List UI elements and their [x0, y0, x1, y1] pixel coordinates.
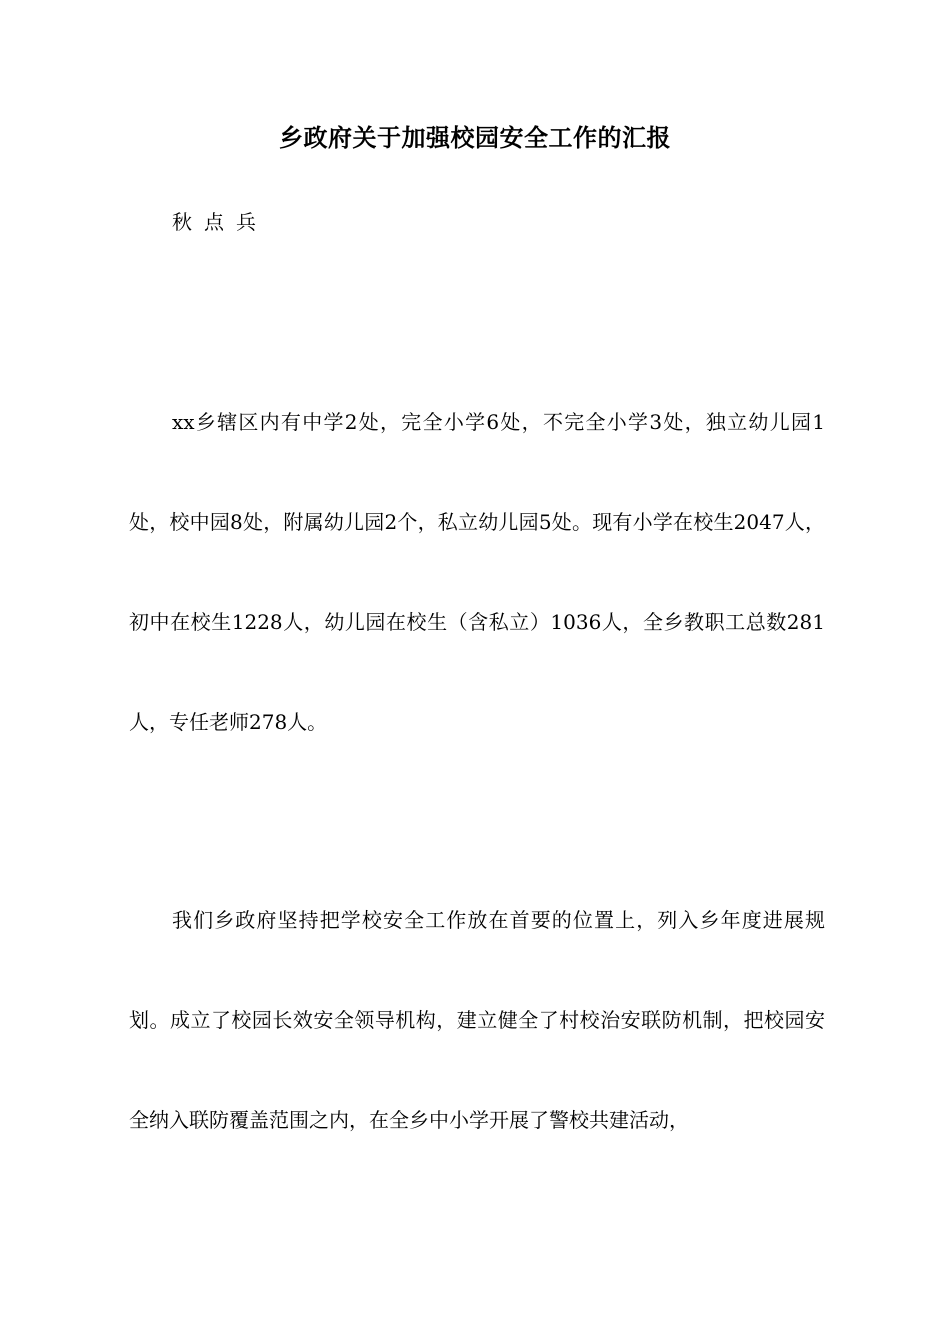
- paragraph-safety-measures: 我们乡政府坚持把学校安全工作放在首要的位置上，列入乡年度进展规划。成立了校园长效安全领导机构，建立健全了村校治安联防机制，把校园安全纳入联防覆盖范围之内，在全乡中小学开展了警校共建活动，: [129, 908, 825, 1132]
- document-author: 秋点兵: [172, 210, 268, 234]
- document-title: 乡政府关于加强校园安全工作的汇报: [279, 124, 671, 152]
- paragraph-school-statistics: xx乡辖区内有中学2处，完全小学6处，不完全小学3处，独立幼儿园1处，校中园8处，附属幼儿园2个，私立幼儿园5处。现有小学在校生2047人，初中在校生1228人，幼儿园在校生（含私立）1036人，全乡教职工总数281人，专任老师278人。: [129, 410, 825, 734]
